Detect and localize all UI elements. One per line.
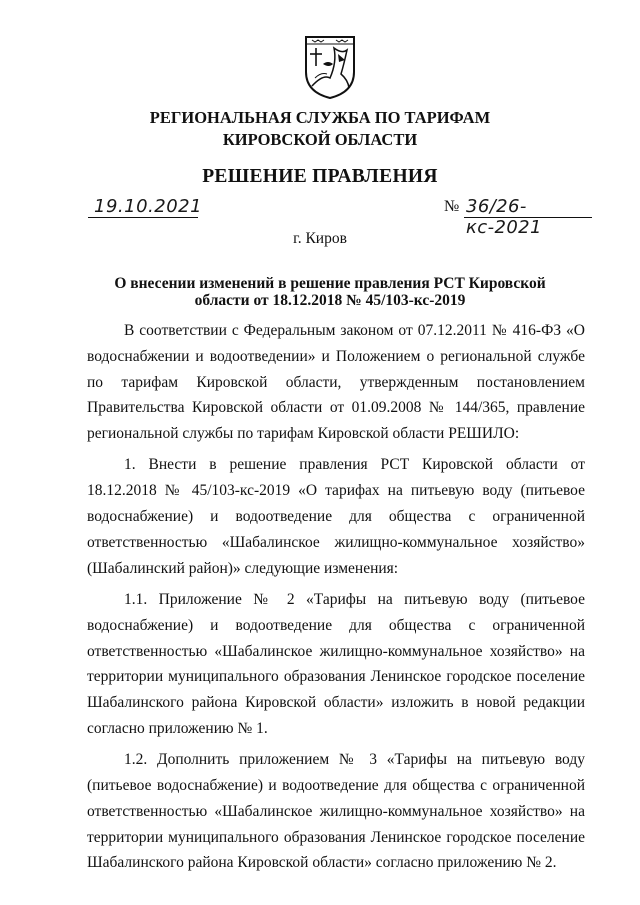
city: г. Киров: [293, 230, 347, 247]
subject-title: [110, 275, 550, 309]
paragraph-item-1-1: 1.1. Приложение № 2 «Тарифы на питьевую воду (питьевое водоснабжение) и водоотведение для общества с ограниченной ответственностью «Шабалинское жилищно-коммунальное хозяйство» на территории муниципального образования Ленинское городское поселение Шабалинского района Кировской области» изложить в новой редакции согласно приложению № 1.: [87, 590, 585, 737]
decision-number: [444, 196, 594, 238]
organization-name: [0, 107, 640, 151]
number-underline: [464, 217, 592, 218]
document-type: РЕШЕНИЕ ПРАВЛЕНИЯ: [202, 166, 438, 187]
document-body: [87, 318, 585, 882]
number-sign: №: [444, 198, 460, 215]
paragraph-item-1: 1. Внести в решение правления РСТ Кировской области от 18.12.2018 № 45/103-кс-2019 «О тарифах на питьевую воду (питьевое водоснабжение) и водоотведение для общества с ограниченной ответственностью «Шабалинское жилищно-коммунальное хозяйство» (Шабалинский район)» следующие изменения:: [87, 456, 585, 577]
subject-line-2: области от 18.12.2018 № 45/103-кс-2019: [194, 292, 466, 309]
number-value: 36/26-кс-2021: [466, 196, 542, 238]
subject-line-1: О внесении изменений в решение правления РСТ Кировской: [114, 275, 546, 292]
date-value: 19.10.2021: [94, 196, 203, 217]
date-underline: [88, 217, 198, 218]
decision-date: [88, 196, 203, 222]
coat-of-arms-icon: [303, 34, 357, 100]
paragraph-item-1-2: 1.2. Дополнить приложением № 3 «Тарифы на питьевую воду (питьевое водоснабжение) и водоотведение для общества с ограниченной ответственностью «Шабалинское жилищно-коммунальное хозяйство» на территории муниципального образования Ленинское городское поселение Шабалинского района Кировской области» согласно приложению № 2.: [87, 751, 585, 872]
paragraph-preamble: В соответствии с Федеральным законом от 07.12.2011 № 416-ФЗ «О водоснабжении и водоотведении» и Положением о региональной службе по тарифам Кировской области, утвержденным постановлением Правительства Кировской области от 01.09.2008 № 144/365, правление региональной службы по тарифам Кировской области РЕШИЛО:: [87, 322, 585, 443]
org-line-1: РЕГИОНАЛЬНАЯ СЛУЖБА ПО ТАРИФАМ: [149, 108, 491, 127]
org-line-2: КИРОВСКОЙ ОБЛАСТИ: [222, 130, 418, 149]
